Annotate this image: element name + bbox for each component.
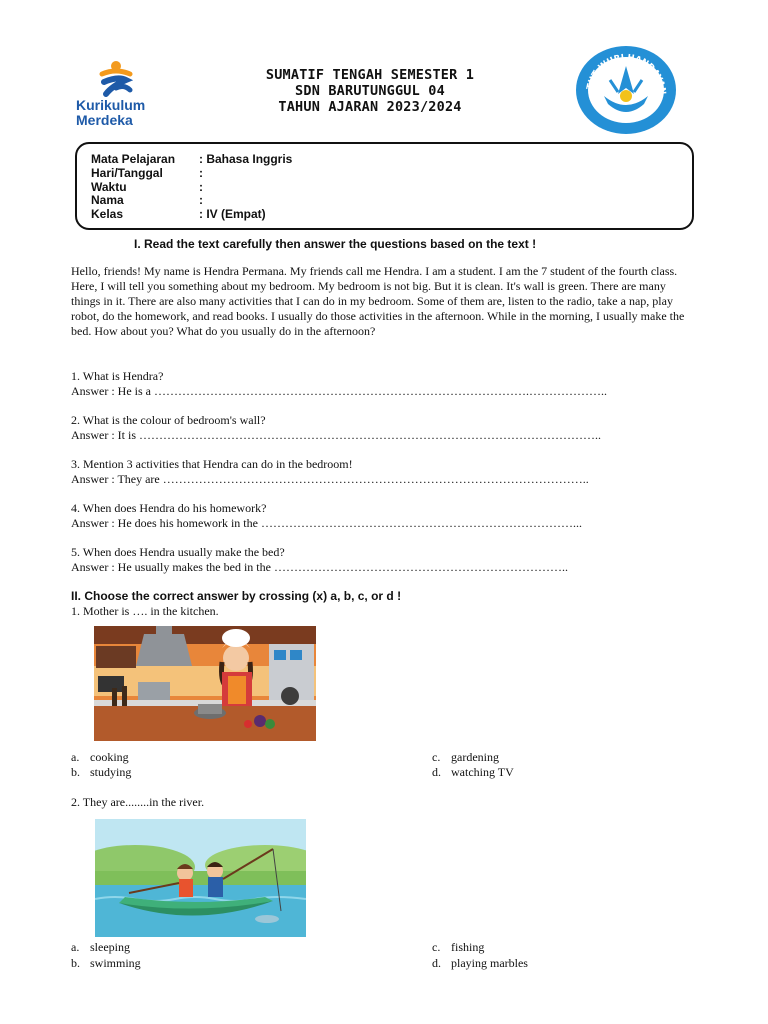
info-value: : IV (Empat) <box>199 207 266 221</box>
section-2-title: II. Choose the correct answer by crossing (x) a, b, c, or d ! <box>71 589 402 603</box>
question-1: 1. What is Hendra? <box>71 369 164 383</box>
question-5: 5. When does Hendra usually make the bed? <box>71 545 285 559</box>
info-value: : Bahasa Inggris <box>199 152 293 166</box>
kurikulum-merdeka-logo <box>72 58 164 132</box>
info-value: : <box>199 193 203 207</box>
info-label: Waktu <box>91 180 127 194</box>
answer-line-3[interactable]: Answer : They are …………………………………………………………………………………………….. <box>71 472 589 486</box>
student-info-box <box>75 142 694 230</box>
kurikulum-merdeka-emblem-icon <box>72 58 164 102</box>
option-1a[interactable]: a. cooking <box>71 750 129 764</box>
info-row-date <box>91 167 203 180</box>
logo-ring-text: TUT WURI HANDAYAN <box>585 52 668 95</box>
title-line-2: SDN BARUTUNGGUL 04 <box>295 83 445 99</box>
answer-line-2[interactable]: Answer : It is …………………………………………………………………………………………………….. <box>71 428 601 442</box>
answer-line-4[interactable]: Answer : He does his homework in the ……………………………………………………………………... <box>71 516 582 530</box>
info-label: Hari/Tanggal <box>91 166 163 180</box>
river-fishing-image <box>95 819 306 937</box>
answer-line-5[interactable]: Answer : He usually makes the bed in the ……………………………………………………………….. <box>71 560 568 574</box>
option-2d[interactable]: d. playing marbles <box>432 956 528 970</box>
info-value: : <box>199 180 203 194</box>
kitchen-cooking-image <box>94 626 316 741</box>
page-title <box>200 67 540 115</box>
question-4: 4. When does Hendra do his homework? <box>71 501 267 515</box>
section-1-title: I. Read the text carefully then answer the questions based on the text ! <box>134 237 537 251</box>
title-line-3: TAHUN AJARAN 2023/2024 <box>278 99 462 115</box>
logo-text-kurikulum: Kurikulum <box>76 97 146 113</box>
question-2: 2. What is the colour of bedroom's wall? <box>71 413 266 427</box>
info-value: : <box>199 166 203 180</box>
info-row-class <box>91 208 266 221</box>
info-row-subject <box>91 153 292 166</box>
info-label: Kelas <box>91 207 124 221</box>
option-1d[interactable]: d. watching TV <box>432 765 514 779</box>
mc-question-2: 2. They are........in the river. <box>71 795 205 809</box>
info-label: Mata Pelajaran <box>91 152 176 166</box>
reading-passage: Hello, friends! My name is Hendra Permana. My friends call me Hendra. I am a student. I am the 7 student of the fourth class. Here, I will tell you something about my bedroom. My bedroom is not big. But it is clean. It's wall is green. There are many things in it. There are also many activities that I can do in my bedroom. Some of them are, listen to the radio, take a nap, play robot, do the homework, and read books. I usually do those activities in the afternoon. While in the morning, I usually make the bed. How about you? What do you usually do in the afternoon? <box>71 264 685 338</box>
option-2b[interactable]: b. swimming <box>71 956 141 970</box>
option-2a[interactable]: a. sleeping <box>71 940 130 954</box>
logo-text-merdeka: Merdeka <box>76 112 133 128</box>
title-line-1: SUMATIF TENGAH SEMESTER 1 <box>265 67 475 83</box>
option-1c[interactable]: c. gardening <box>432 750 499 764</box>
option-1b[interactable]: b. studying <box>71 765 132 779</box>
option-2c[interactable]: c. fishing <box>432 940 485 954</box>
answer-line-1[interactable]: Answer : He is a ………………………………………………………………………………….……………….. <box>71 384 607 398</box>
info-row-name <box>91 194 203 207</box>
question-3: 3. Mention 3 activities that Hendra can do in the bedroom! <box>71 457 353 471</box>
tut-wuri-handayani-logo <box>574 44 678 134</box>
info-label: Nama <box>91 193 124 207</box>
mc-question-1: 1. Mother is …. in the kitchen. <box>71 604 219 618</box>
